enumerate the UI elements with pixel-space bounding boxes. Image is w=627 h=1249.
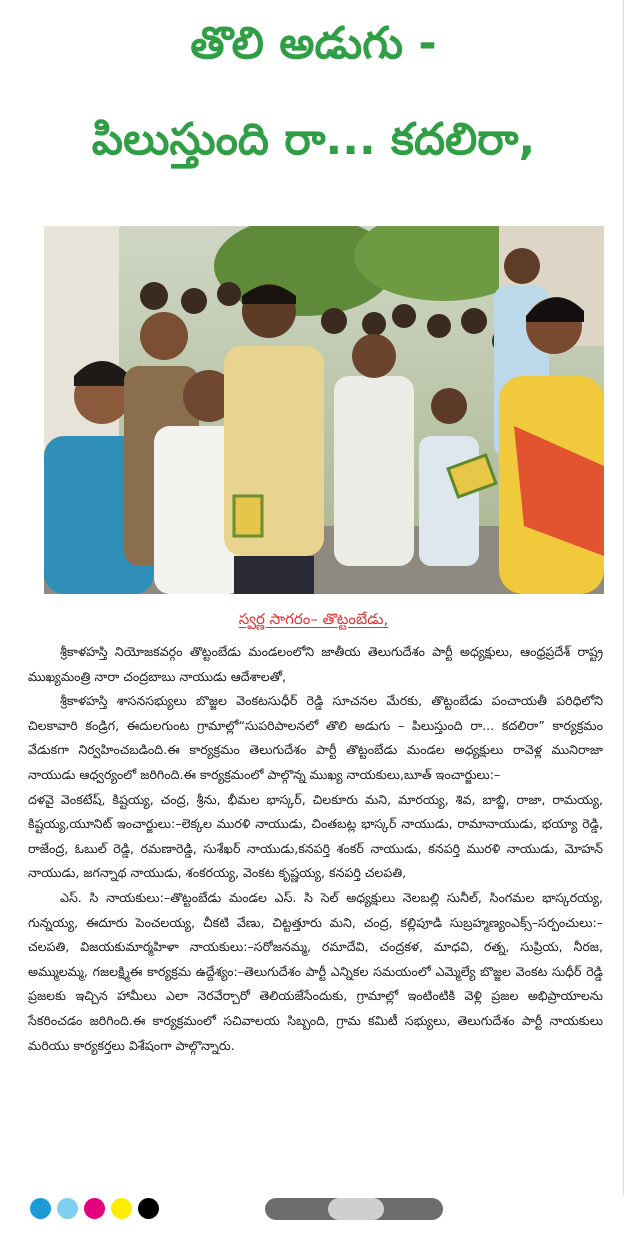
page-right-rule: [623, 0, 624, 1195]
article-paragraph: శ్రీకాళహస్తి శాసనసభ్యులు బొజ్జల వెంకటసుధీర్ రెడ్డి సూచనల మేరకు, తొట్టంబేడు పంచాయతీ పరిధిలోని చిలకావారి కండ్రిగ, ఈదులగుంట గ్రామాల్లో“సుపరిపాలనలో తొలి అడుగు – పిలుస్తుంది రా... కదలిరా” కార్యక్రమం వేడుకగా నిర్వహించబడింది.ఈ కార్యక్రమం తెలుగుదేశం పార్టీ తొట్టంబేడు మండల అధ్యక్షులు రావెళ్ల మునిరాజా నాయుడు ఆధ్వర్యంలో జరిగింది.ఈ కార్యక్రమంలో పాల్గొన్న ముఖ్య నాయకులు,బూత్ ఇంచార్జులు:–: [28, 693, 603, 782]
dateline-text: స్వర్ణ సాగరం– తొట్టంబేడు,: [238, 610, 389, 628]
palette-swatch-magenta: [84, 1198, 105, 1219]
article-body: [28, 640, 603, 1058]
palette-swatch-yellow: [111, 1198, 132, 1219]
article-paragraph: శ్రీకాళహస్తి నియోజకవర్గం తొట్టంబేడు మండలంలోని జాతీయ తెలుగుదేశం పార్టీ అధ్యక్షులు, ఆంధ్రప్రదేశ్ రాష్ట్ర ముఖ్యమంత్రి నారా చంద్రబాబు నాయుడు ఆదేశాలతో,: [28, 644, 603, 684]
dateline: [0, 610, 627, 632]
news-photo: [44, 226, 604, 594]
palette-swatch-cyan: [30, 1198, 51, 1219]
scrollbar-thumb[interactable]: [328, 1198, 384, 1220]
news-photo-icon: [44, 226, 604, 594]
headline-line-2: పిలుస్తుంది రా... కదలిరా,: [91, 114, 536, 165]
article-paragraph: దళవై వెంకటేష్, కిష్టయ్య, చంద్ర, శ్రీను, భీమల భాస్కర్, చిలకూరు మని, మారయ్య, శివ, బాబ్జి, రాజా, రామయ్య, కిష్టయ్య,యూనిట్ ఇంచార్జులు:–లెక్కల మురళి నాయుడు, చింతబట్ల భాస్కర్ నాయుడు, రామానాయుడు, భయ్యా రెడ్డి, రాజేంద్ర, ఓబుల్ రెడ్డి, రమణారెడ్డి, సుశేఖర్ నాయుడు,కనపర్తి శంకర్ నాయుడు, కనపర్తి మురళి నాయుడు, మోహన్ నాయుడు, జగన్నాథ నాయుడు, శంకరయ్య, వెంకట కృష్ణయ్య, కనపర్తి చలపతి,: [28, 791, 603, 881]
headline-line-1: తొలి అడుగు -: [190, 18, 437, 69]
article-paragraph: ఎస్. సి నాయకులు:–తొట్టంబేడు మండల ఎస్. సి సెల్ అధ్యక్షులు నెలబల్లి సునీల్, సింగమల భాస్కరయ్య, గున్నయ్య, ఈదూరు పెంచలయ్య, చీకటి వేణు, చిట్టత్తూరు మని, చంద్ర, కల్లిపూడి సుబ్రహ్మణ్యంఎక్స్–సర్పంచులు:– చలపతి, విజయకుమార్మహిళా నాయకులు:–సరోజనమ్మ, రమాదేవి, చంద్రకళ, మాధవి, రత్న, సుప్రియ, నీరజ, అమ్ములమ్మ, గజలక్ష్మిఈ కార్యక్రమ ఉద్దేశ్యం:–తెలుగుదేశం పార్టీ ఎన్నికల సమయంలో ఎమ్మెల్యే బొజ్జల వెంకట సుధీర్ రెడ్డి ప్రజలకు ఇచ్చిన హామీలు ఎలా నెరవేర్చారో తెలియజేసేందుకు, గ్రామాల్లో ఇంటింటికి వెళ్లి ప్రజల అభిప్రాయాలను సేకరించడం జరిగింది.ఈ కార్యక్రమంలో సచివాలయ సిబ్బంది, గ్రామ కమిటీ సభ్యులు, తెలుగుదేశం పార్టీ నాయకులు మరియు కార్యకర్తలు విశేషంగా పాల్గొన్నారు.: [28, 889, 603, 1053]
horizontal-scrollbar[interactable]: [265, 1198, 443, 1220]
palette-swatch-light-cyan: [57, 1198, 78, 1219]
palette-swatch-black: [138, 1198, 159, 1219]
